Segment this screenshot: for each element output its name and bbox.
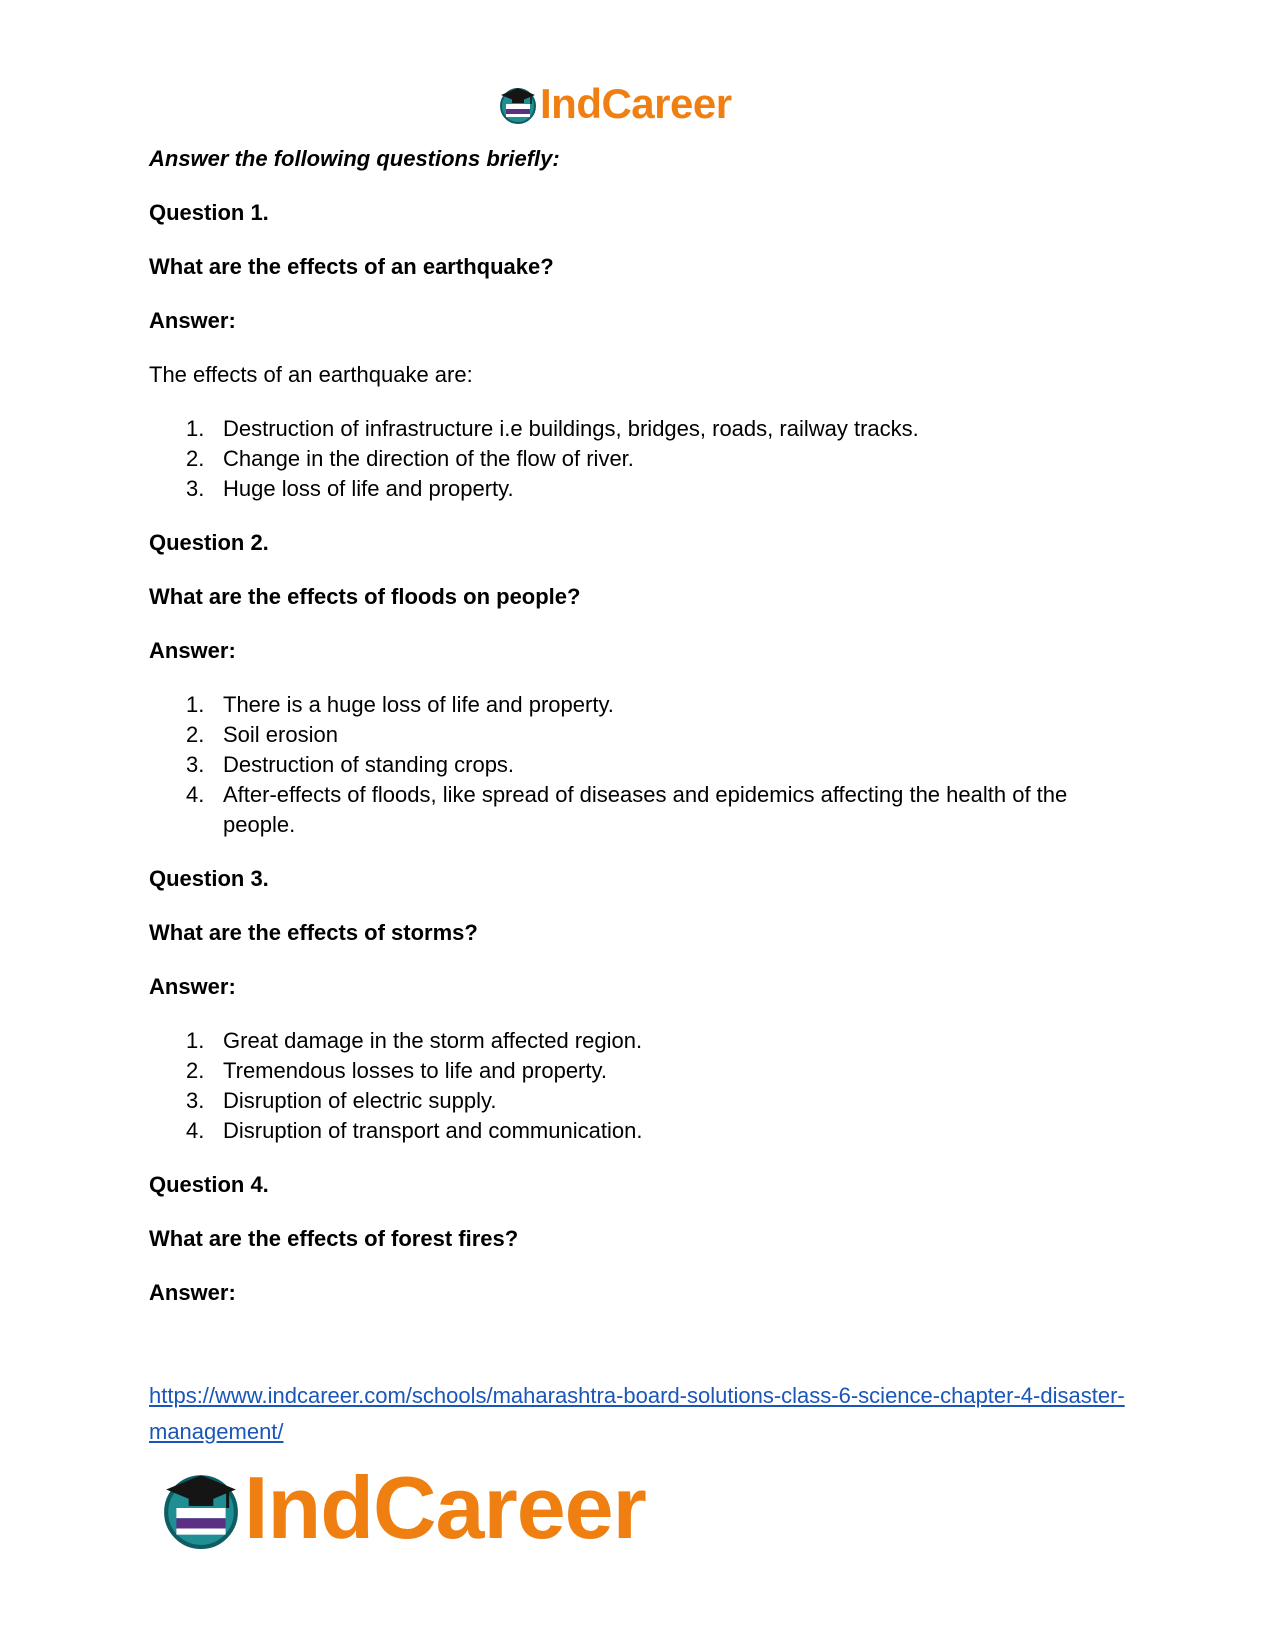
list-number: 2. xyxy=(186,722,205,747)
list-number: 1. xyxy=(186,692,205,717)
list-item-text: Soil erosion xyxy=(223,722,338,747)
graduation-cap-book-globe-icon xyxy=(498,84,538,124)
answer-list xyxy=(149,1026,1139,1146)
list-item xyxy=(149,1026,1139,1056)
source-link[interactable]: https://www.indcareer.com/schools/maharashtra-board-solutions-class-6-science-chapter-4-disaster-management/ xyxy=(149,1383,1125,1444)
list-item-text: Change in the direction of the flow of river. xyxy=(223,446,634,471)
question-label: Question 2. xyxy=(149,530,269,555)
question-text: What are the effects of floods on people? xyxy=(149,584,581,609)
list-item-text: Destruction of standing crops. xyxy=(223,752,515,777)
list-number: 3. xyxy=(186,752,205,777)
brand-logo-bottom xyxy=(160,1460,646,1556)
list-item xyxy=(149,1116,1139,1146)
answer-list xyxy=(149,690,1139,840)
answer-label: Answer: xyxy=(149,308,236,333)
list-item-text: Disruption of transport and communication. xyxy=(223,1118,643,1143)
list-number: 1. xyxy=(186,1028,205,1053)
list-item xyxy=(149,780,1139,840)
list-item-text: Great damage in the storm affected region. xyxy=(223,1028,643,1053)
question-label: Question 1. xyxy=(149,200,269,225)
question-text: What are the effects of forest fires? xyxy=(149,1226,519,1251)
list-item xyxy=(149,720,1139,750)
list-item xyxy=(149,750,1139,780)
list-item-text: After-effects of floods, like spread of diseases and epidemics affecting the health of the people. xyxy=(223,782,1068,837)
document-body xyxy=(149,144,1139,1308)
list-item-text: Tremendous losses to life and property. xyxy=(223,1058,607,1083)
list-number: 3. xyxy=(186,1088,205,1113)
list-item-text: Huge loss of life and property. xyxy=(223,476,514,501)
list-item xyxy=(149,444,1139,474)
list-number: 4. xyxy=(186,782,205,807)
instructions-heading: Answer the following questions briefly: xyxy=(149,146,560,171)
list-item xyxy=(149,1056,1139,1086)
list-number: 2. xyxy=(186,1058,205,1083)
graduation-cap-book-globe-icon xyxy=(160,1467,242,1549)
brand-name: IndCareer xyxy=(540,80,732,127)
list-item xyxy=(149,474,1139,504)
brand-logo-top xyxy=(498,80,732,128)
list-number: 4. xyxy=(186,1118,205,1143)
question-text: What are the effects of storms? xyxy=(149,920,478,945)
list-item-text: There is a huge loss of life and property. xyxy=(223,692,614,717)
list-item xyxy=(149,414,1139,444)
source-link-block xyxy=(149,1378,1149,1450)
question-label: Question 3. xyxy=(149,866,269,891)
answer-label: Answer: xyxy=(149,974,236,999)
list-item-text: Disruption of electric supply. xyxy=(223,1088,497,1113)
list-number: 2. xyxy=(186,446,205,471)
list-number: 1. xyxy=(186,416,205,441)
question-text: What are the effects of an earthquake? xyxy=(149,254,554,279)
answer-label: Answer: xyxy=(149,638,236,663)
list-item xyxy=(149,690,1139,720)
brand-name: IndCareer xyxy=(244,1458,646,1557)
list-item xyxy=(149,1086,1139,1116)
answer-label: Answer: xyxy=(149,1280,236,1305)
answer-list xyxy=(149,414,1139,504)
answer-intro: The effects of an earthquake are: xyxy=(149,362,473,387)
list-item-text: Destruction of infrastructure i.e buildings, bridges, roads, railway tracks. xyxy=(223,416,919,441)
question-label: Question 4. xyxy=(149,1172,269,1197)
list-number: 3. xyxy=(186,476,205,501)
